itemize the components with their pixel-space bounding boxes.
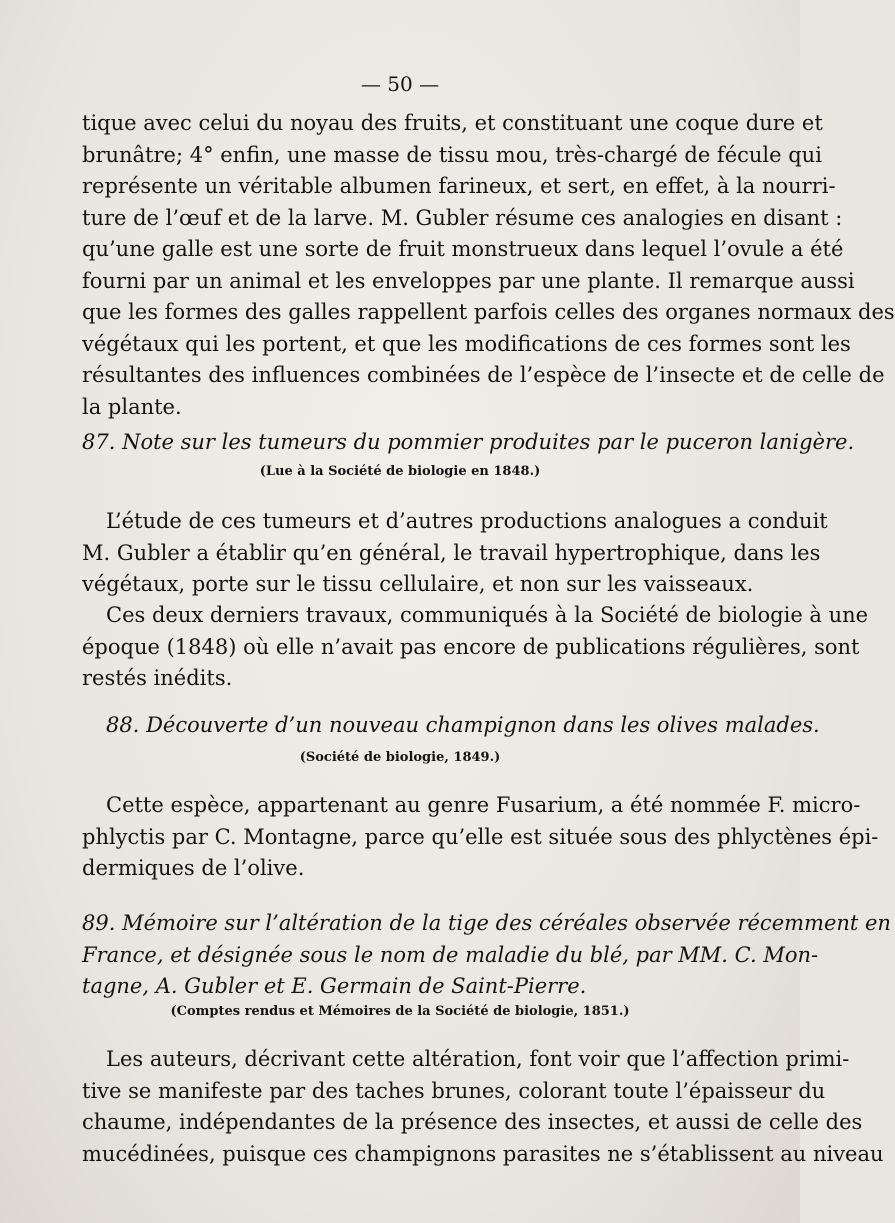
page-number: — 50 — (360, 72, 440, 96)
section-87-paragraph (82, 506, 828, 601)
text-line: 89. Mémoire sur l’altération de la tige des céréales observée récemment en (82, 911, 891, 935)
text-line: qu’une galle est une sorte de fruit monstrueux dans lequel l’ovule a été (82, 237, 844, 261)
text-line: Ces deux derniers travaux, communiqués à la Société de biologie à une (106, 603, 869, 627)
text-line: ture de l’œuf et de la larve. M. Gubler résume ces analogies en disant : (82, 205, 843, 230)
text-line: M. Gubler a établir qu’en général, le travail hypertrophique, dans les (82, 540, 821, 565)
text-line: mucédinées, puisque ces champignons parasites ne s’établissent au niveau (82, 1141, 884, 1166)
text-line: dermiques de l’olive. (82, 856, 305, 880)
section-89-source: (Comptes rendus et Mémoires de la Société de biologie, 1851.) (170, 1004, 630, 1019)
text-line: tique avec celui du noyau des fruits, et constituant une coque dure et (82, 111, 823, 135)
section-87-paragraph-2 (82, 600, 869, 695)
section-87-heading: 87. Note sur les tumeurs du pommier produites par le puceron lanigère. (82, 430, 855, 454)
text-line: France, et désignée sous le nom de maladie du blé, par MM. C. Mon- (82, 942, 819, 967)
text-line: restés inédits. (82, 666, 233, 690)
text-line: Les auteurs, décrivant cette altération, font voir que l’affection primi- (106, 1047, 850, 1071)
text-line: fourni par un animal et les enveloppes par une plante. Il remarque aussi (82, 268, 855, 293)
text-line: L’étude de ces tumeurs et d’autres productions analogues a conduit (106, 509, 828, 533)
text-line: tive se manifeste par des taches brunes, colorant toute l’épaisseur du (82, 1078, 826, 1103)
section-89-heading (82, 908, 891, 1003)
paragraph-gall-analogies (82, 108, 895, 423)
section-88-source: (Société de biologie, 1849.) (299, 750, 501, 765)
section-87-source: (Lue à la Société de biologie en 1848.) (259, 464, 541, 479)
section-89-paragraph (82, 1044, 884, 1170)
text-line: que les formes des galles rappellent parfois celles des organes normaux des (82, 300, 895, 324)
text-line: chaume, indépendantes de la présence des insectes, et aussi de celle des (82, 1110, 863, 1134)
text-line: tagne, A. Gubler et E. Germain de Saint-Pierre. (82, 974, 587, 998)
text-line: la plante. (82, 394, 182, 419)
section-88-heading: 88. Découverte d’un nouveau champignon dans les olives malades. (106, 713, 820, 737)
text-line: végétaux, porte sur le tissu cellulaire, et non sur les vaisseaux. (82, 572, 754, 596)
section-88-paragraph (82, 790, 879, 885)
text-line: Cette espèce, appartenant au genre Fusarium, a été nommée F. micro- (106, 793, 861, 817)
text-line: représente un véritable albumen farineux, et sert, en effet, à la nourri- (82, 174, 836, 198)
text-line: époque (1848) où elle n’avait pas encore de publications régulières, sont (82, 634, 860, 659)
text-line: résultantes des influences combinées de l’espèce de l’insecte et de celle de (82, 363, 885, 387)
text-line: végétaux qui les portent, et que les modifications de ces formes sont les (82, 331, 851, 356)
text-line: brunâtre; 4° enfin, une masse de tissu mou, très-chargé de fécule qui (82, 142, 822, 167)
text-line: phlyctis par C. Montagne, parce qu’elle est située sous des phlyctènes épi- (82, 824, 879, 849)
